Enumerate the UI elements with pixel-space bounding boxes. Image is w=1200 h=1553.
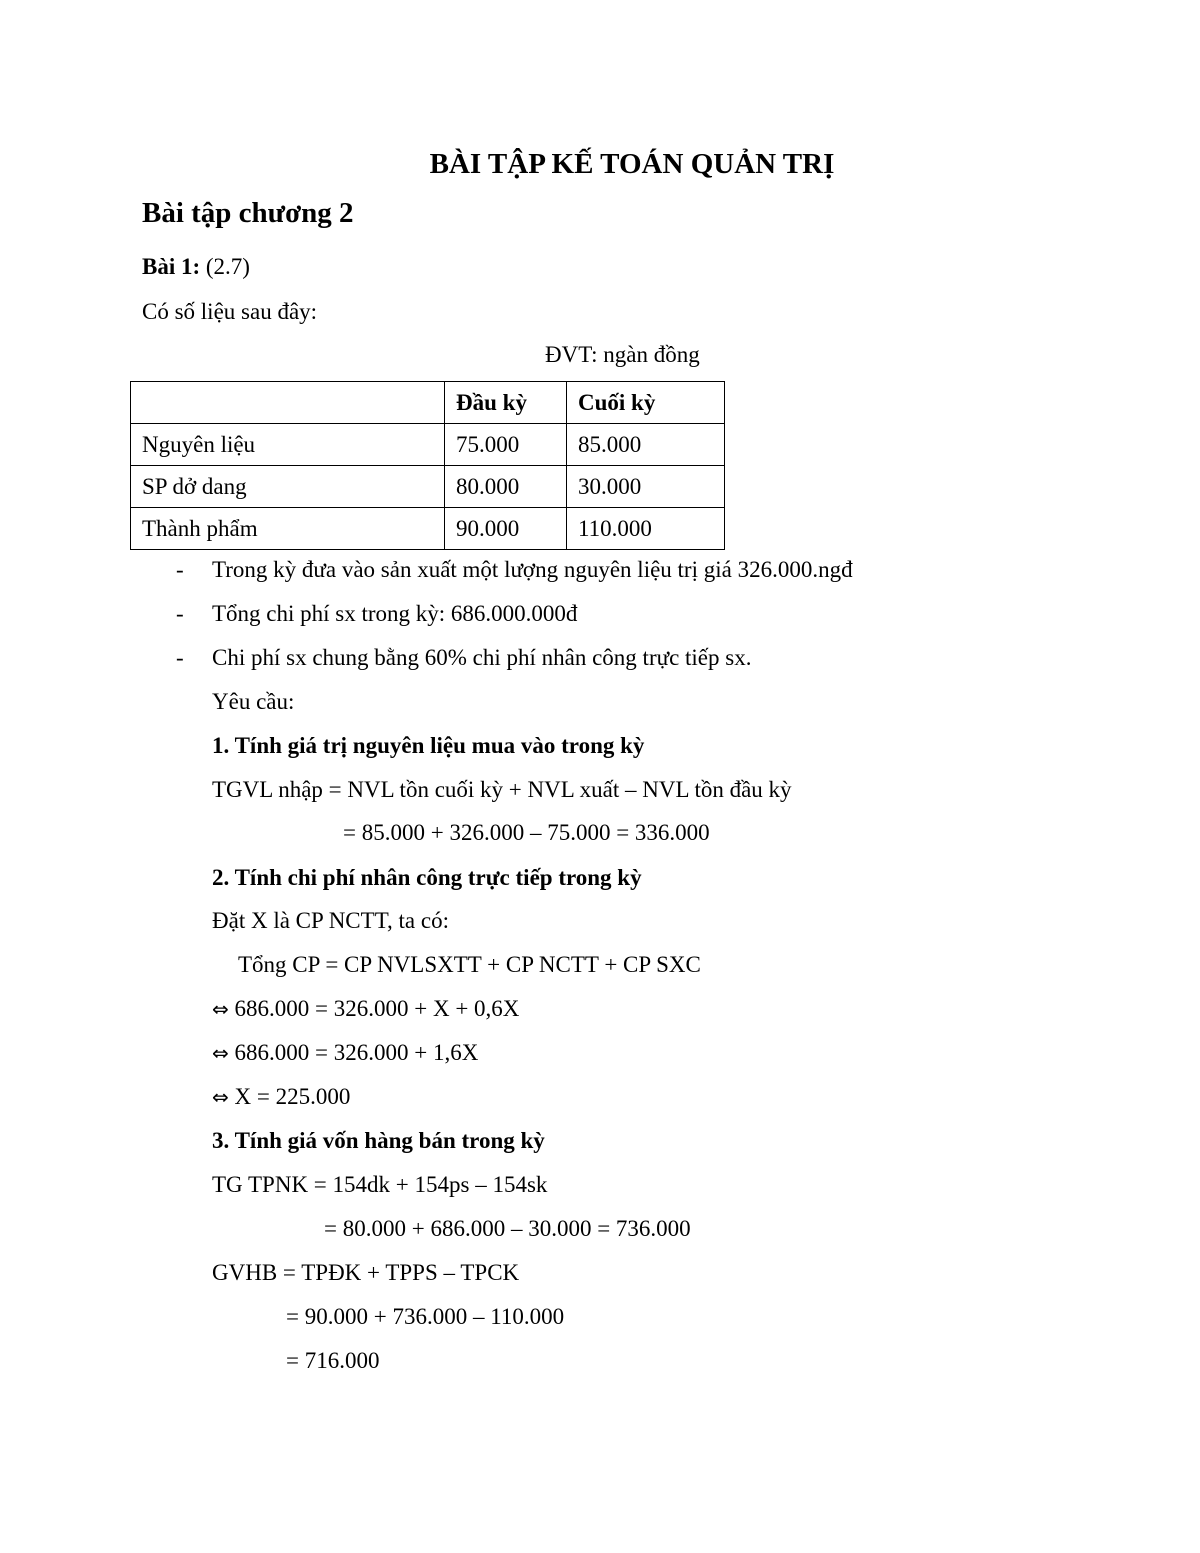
exercise-label: Bài 1: [142, 254, 201, 279]
inventory-table [130, 381, 725, 550]
formula-line: = 716.000 [286, 1348, 380, 1373]
table-cell: 30.000 [567, 466, 725, 508]
formula-line [212, 1041, 478, 1064]
exercise-ref: (2.7) [200, 254, 250, 279]
bullet-text: Trong kỳ đưa vào sản xuất một lượng nguyên liệu trị giá 326.000.ngđ [212, 557, 853, 582]
formula-text: 686.000 = 326.000 + 1,6X [228, 1040, 479, 1065]
bullet-dash: - [176, 557, 184, 582]
table-cell: Thành phẩm [131, 508, 445, 550]
table-cell: 85.000 [567, 424, 725, 466]
bullet-dash: - [176, 645, 184, 670]
formula-line [212, 1085, 350, 1108]
question-2-heading: 2. Tính chi phí nhân công trực tiếp trong kỳ [212, 865, 642, 890]
table-cell: SP dở dang [131, 466, 445, 508]
table-header-cell: Cuối kỳ [567, 382, 725, 424]
formula-line: = 85.000 + 326.000 – 75.000 = 336.000 [343, 820, 710, 845]
equivalence-arrow-icon: ⇔ [212, 997, 229, 1021]
table-header-cell: Đầu kỳ [445, 382, 567, 424]
exercise-heading [142, 255, 250, 278]
table-row [131, 508, 725, 550]
chapter-heading: Bài tập chương 2 [142, 197, 354, 229]
bullet-text: Chi phí sx chung bằng 60% chi phí nhân công trực tiếp sx. [212, 645, 752, 670]
formula-line: Đặt X là CP NCTT, ta có: [212, 908, 449, 933]
intro-text: Có số liệu sau đây: [142, 299, 318, 324]
formula-line: GVHB = TPĐK + TPPS – TPCK [212, 1260, 520, 1285]
table-cell: 90.000 [445, 508, 567, 550]
table-cell: 110.000 [567, 508, 725, 550]
document-title: BÀI TẬP KẾ TOÁN QUẢN TRỊ [429, 148, 835, 180]
bullet-text: Tổng chi phí sx trong kỳ: 686.000.000đ [212, 601, 578, 626]
table-row [131, 466, 725, 508]
question-1-heading: 1. Tính giá trị nguyên liệu mua vào trong kỳ [212, 733, 645, 758]
requirements-label: Yêu cầu: [212, 689, 295, 714]
formula-line: TG TPNK = 154dk + 154ps – 154sk [212, 1172, 548, 1197]
table-header-cell [131, 382, 445, 424]
bullet-dash: - [176, 601, 184, 626]
table-header-row [131, 382, 725, 424]
table-cell: 80.000 [445, 466, 567, 508]
table-row [131, 424, 725, 466]
formula-line: TGVL nhập = NVL tồn cuối kỳ + NVL xuất – NVL tồn đầu kỳ [212, 777, 792, 802]
unit-label: ĐVT: ngàn đồng [545, 342, 700, 367]
equivalence-arrow-icon: ⇔ [212, 1041, 229, 1065]
formula-line: = 80.000 + 686.000 – 30.000 = 736.000 [324, 1216, 691, 1241]
formula-line: = 90.000 + 736.000 – 110.000 [286, 1304, 565, 1329]
formula-line [212, 997, 519, 1020]
formula-text: 686.000 = 326.000 + X + 0,6X [228, 996, 520, 1021]
table-cell: Nguyên liệu [131, 424, 445, 466]
table-cell: 75.000 [445, 424, 567, 466]
equivalence-arrow-icon: ⇔ [212, 1085, 229, 1109]
formula-line: Tổng CP = CP NVLSXTT + CP NCTT + CP SXC [238, 952, 701, 977]
formula-text: X = 225.000 [228, 1084, 351, 1109]
question-3-heading: 3. Tính giá vốn hàng bán trong kỳ [212, 1128, 545, 1153]
